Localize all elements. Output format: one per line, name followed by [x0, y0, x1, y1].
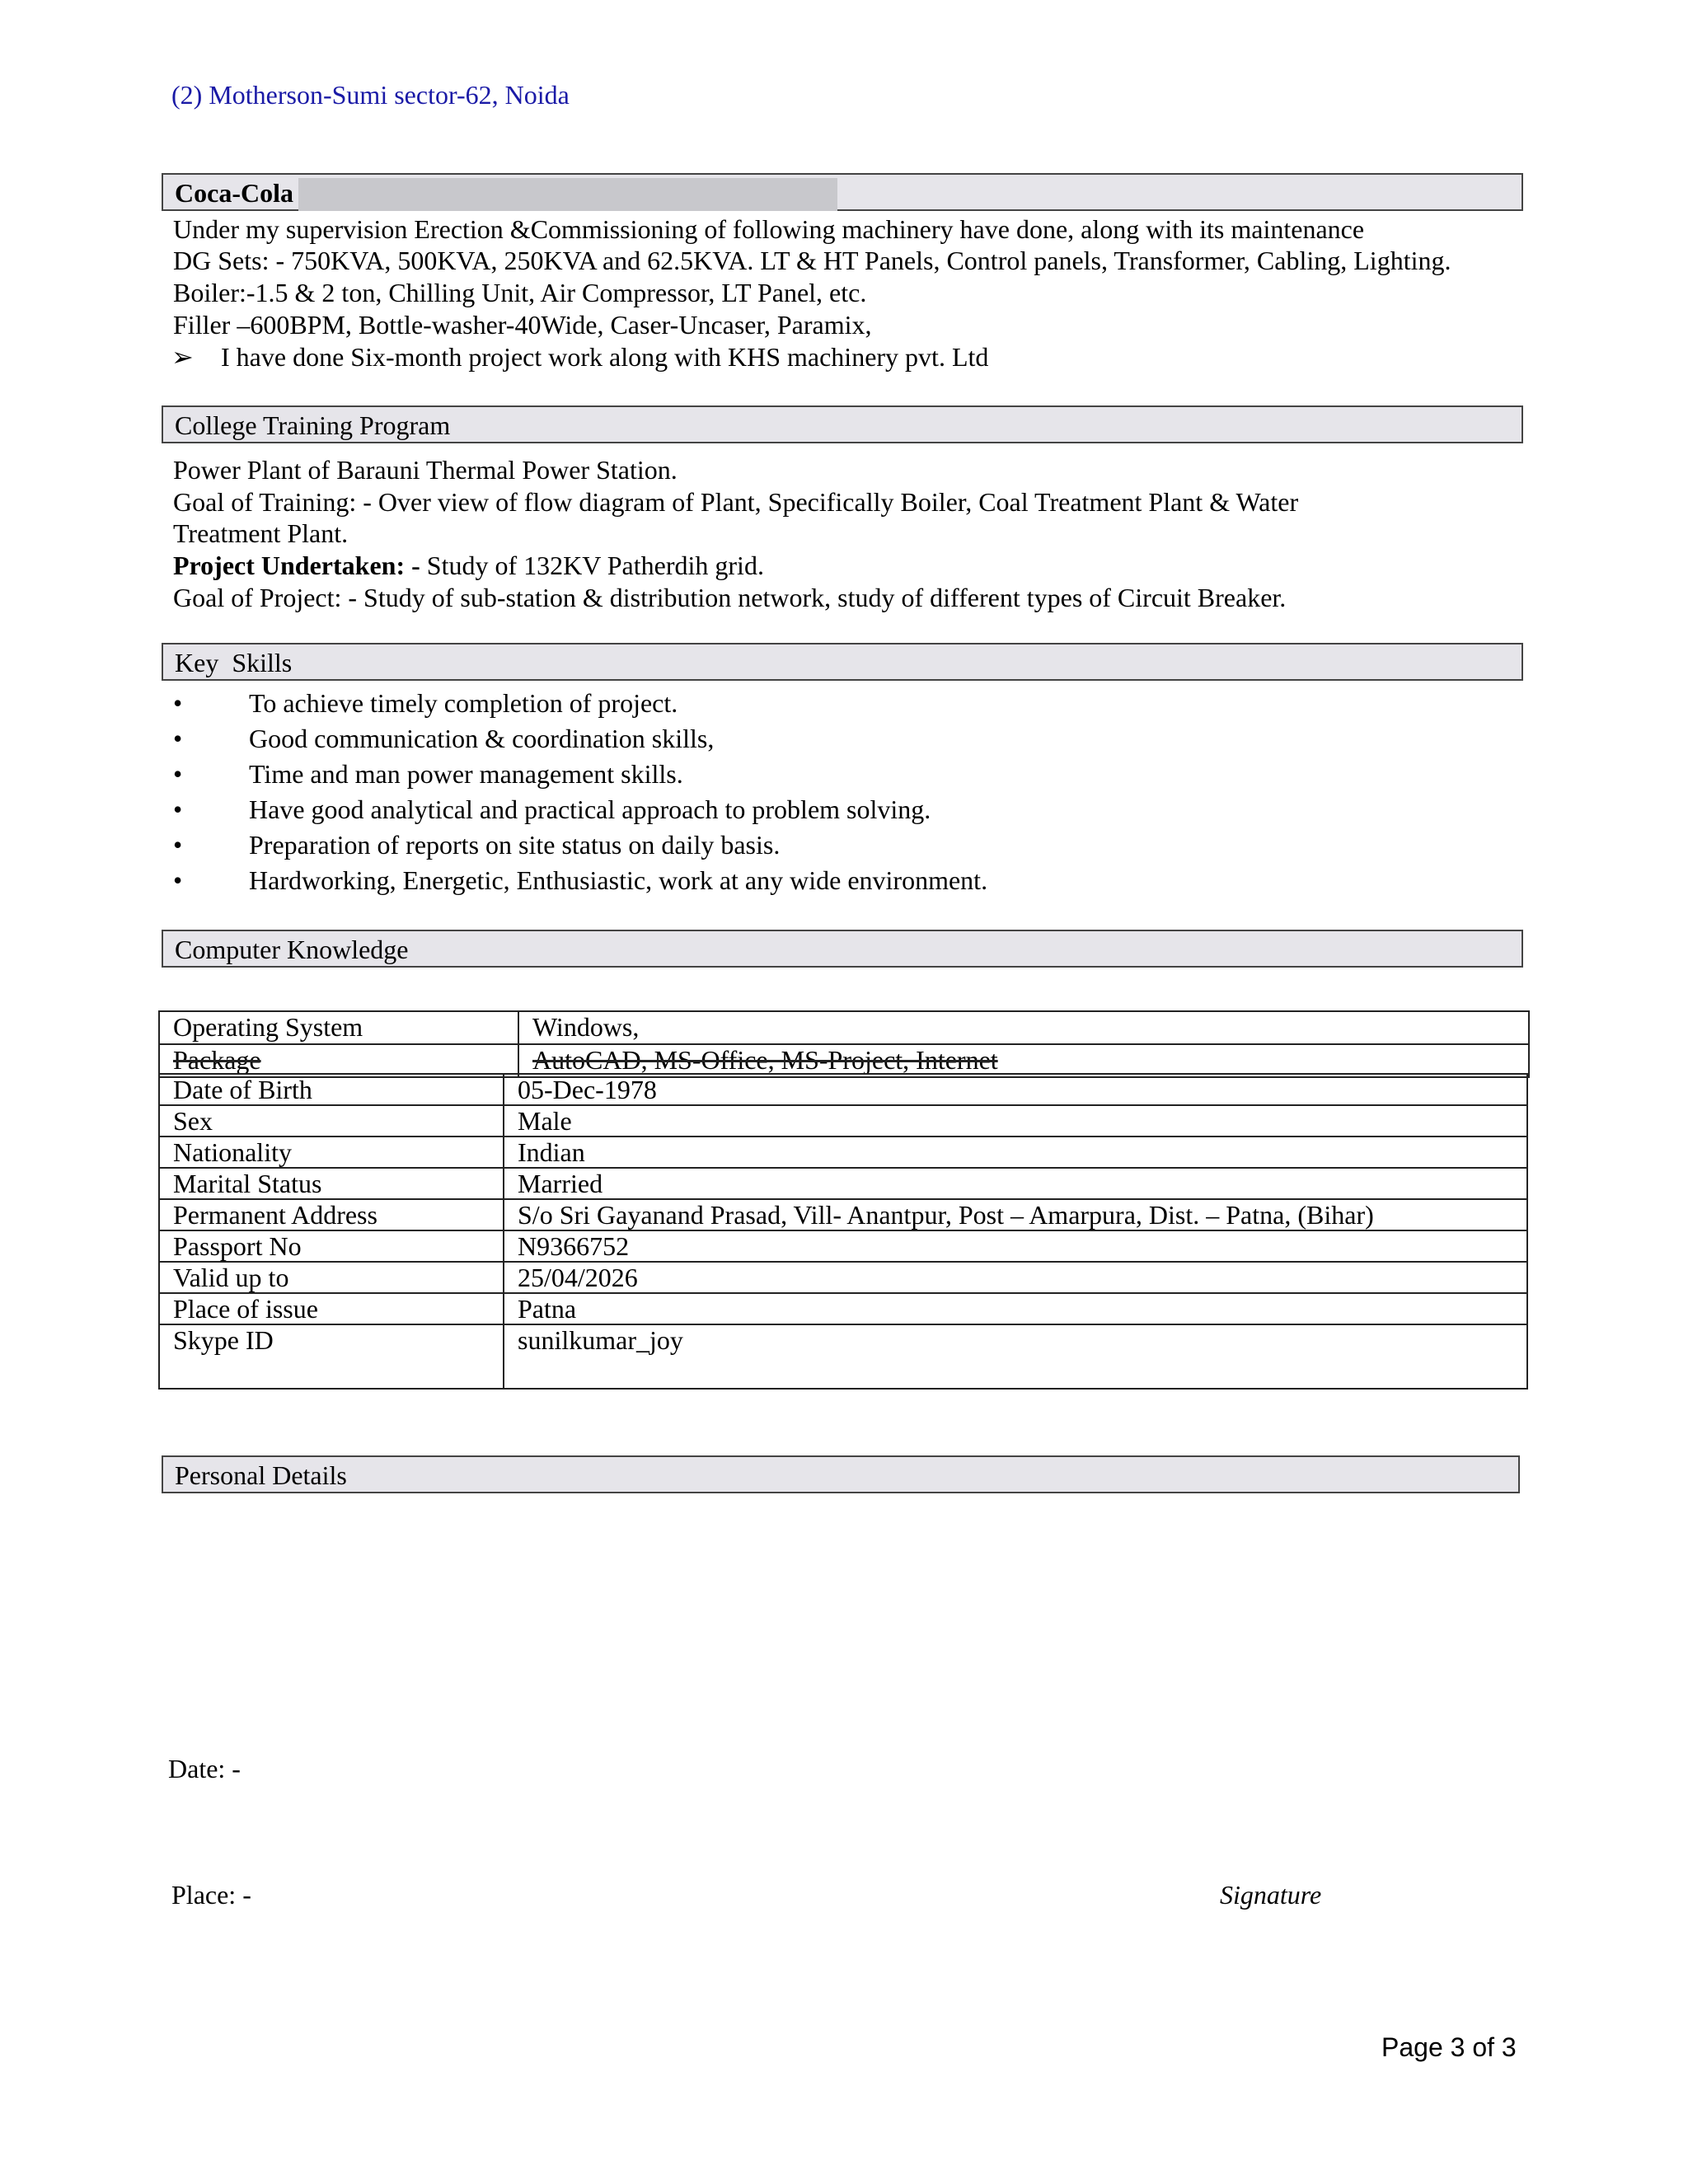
bullet-icon: •: [173, 724, 183, 753]
coke-line-3: Boiler:-1.5 & 2 ton, Chilling Unit, Air Compressor, LT Panel, etc.: [173, 278, 867, 307]
table-cell-label: Operating System: [159, 1011, 518, 1044]
table-cell-label: Skype ID: [159, 1324, 504, 1389]
table-cell-label: Marital Status: [159, 1168, 504, 1199]
training-line-3: Treatment Plant.: [173, 518, 349, 548]
bullet-icon: •: [173, 794, 183, 824]
training-line-1: Power Plant of Barauni Thermal Power Station.: [173, 455, 678, 485]
bullet-icon: •: [173, 759, 183, 789]
section-header-computer: [162, 930, 1523, 968]
table-row: [159, 1293, 1527, 1324]
employer-line: (2) Motherson-Sumi sector-62, Noida: [171, 80, 570, 110]
coke-line-2: DG Sets: - 750KVA, 500KVA, 250KVA and 62.5KVA. LT & HT Panels, Control panels, Transformer, Cabling, Lighting.: [173, 246, 1451, 275]
list-item: Have good analytical and practical approach to problem solving.: [249, 794, 931, 824]
table-cell-value: Windows,: [518, 1011, 1529, 1044]
table-cell-label: Place of issue: [159, 1293, 504, 1324]
project-label: Project Undertaken: -: [173, 551, 420, 580]
section-header-skills: [162, 643, 1523, 681]
personal-details-table: [158, 1073, 1528, 1390]
section-title: College Training Program: [175, 410, 451, 440]
redaction-block: [298, 178, 837, 211]
table-cell-label: Date of Birth: [159, 1074, 504, 1105]
list-item: Good communication & coordination skills,: [249, 724, 715, 753]
arrow-bullet-icon: ➢: [171, 342, 194, 372]
signature-label: Signature: [1220, 1880, 1322, 1910]
table-cell-label: Package: [159, 1044, 518, 1077]
list-item: Hardworking, Energetic, Enthusiastic, work at any wide environment.: [249, 865, 988, 895]
table-cell-label: Nationality: [159, 1137, 504, 1168]
section-title: Coca-Cola: [175, 178, 293, 208]
table-cell-value: AutoCAD, MS-Office, MS-Project, Internet: [518, 1044, 1529, 1077]
table-row: [159, 1044, 1529, 1077]
section-title: Computer Knowledge: [175, 935, 409, 964]
table-cell-value: 05-Dec-1978: [504, 1074, 1527, 1105]
table-cell-value: N9366752: [504, 1230, 1527, 1262]
coke-line-1: Under my supervision Erection &Commissioning of following machinery have done, along with its maintenance: [173, 214, 1365, 244]
table-row: [159, 1230, 1527, 1262]
table-row: [159, 1262, 1527, 1293]
list-item: Time and man power management skills.: [249, 759, 683, 789]
place-label: Place: -: [171, 1880, 251, 1910]
section-title: Key Skills: [175, 648, 293, 677]
list-item: Preparation of reports on site status on daily basis.: [249, 830, 781, 860]
table-row: [159, 1199, 1527, 1230]
arrow-list-item: I have done Six-month project work along with KHS machinery pvt. Ltd: [221, 342, 989, 372]
section-title: Personal Details: [175, 1460, 347, 1490]
training-line-5: Goal of Project: - Study of sub-station & distribution network, study of different types of Circuit Breaker.: [173, 583, 1287, 612]
project-value: Study of 132KV Patherdih grid.: [420, 551, 764, 580]
bullet-icon: •: [173, 865, 183, 895]
table-cell-value: sunilkumar_joy: [504, 1324, 1527, 1389]
table-cell-label: Sex: [159, 1105, 504, 1137]
bullet-icon: •: [173, 688, 183, 718]
table-cell-label: Valid up to: [159, 1262, 504, 1293]
table-cell-value: 25/04/2026: [504, 1262, 1527, 1293]
computer-knowledge-table: [158, 1010, 1530, 1078]
table-cell-label: Passport No: [159, 1230, 504, 1262]
table-row: [159, 1168, 1527, 1199]
bullet-icon: •: [173, 830, 183, 860]
section-header-training: [162, 405, 1523, 443]
table-row: [159, 1137, 1527, 1168]
table-row: [159, 1074, 1527, 1105]
table-row: [159, 1324, 1527, 1389]
table-row: [159, 1105, 1527, 1137]
coke-line-4: Filler –600BPM, Bottle-washer-40Wide, Caser-Uncaser, Paramix,: [173, 310, 872, 340]
training-line-2: Goal of Training: - Over view of flow diagram of Plant, Specifically Boiler, Coal Treatment Plant & Water: [173, 487, 1299, 517]
project-undertaken: [173, 550, 764, 582]
table-cell-value: Patna: [504, 1293, 1527, 1324]
table-cell-value: Married: [504, 1168, 1527, 1199]
date-label: Date: -: [168, 1754, 241, 1783]
table-cell-label: Permanent Address: [159, 1199, 504, 1230]
table-cell-value: S/o Sri Gayanand Prasad, Vill- Anantpur, Post – Amarpura, Dist. – Patna, (Bihar): [504, 1199, 1527, 1230]
table-cell-value: Male: [504, 1105, 1527, 1137]
list-item: To achieve timely completion of project.: [249, 688, 678, 718]
table-row: [159, 1011, 1529, 1044]
section-header-personal: [162, 1455, 1520, 1493]
table-cell-value: Indian: [504, 1137, 1527, 1168]
page-number: Page 3 of 3: [1381, 2032, 1517, 2062]
